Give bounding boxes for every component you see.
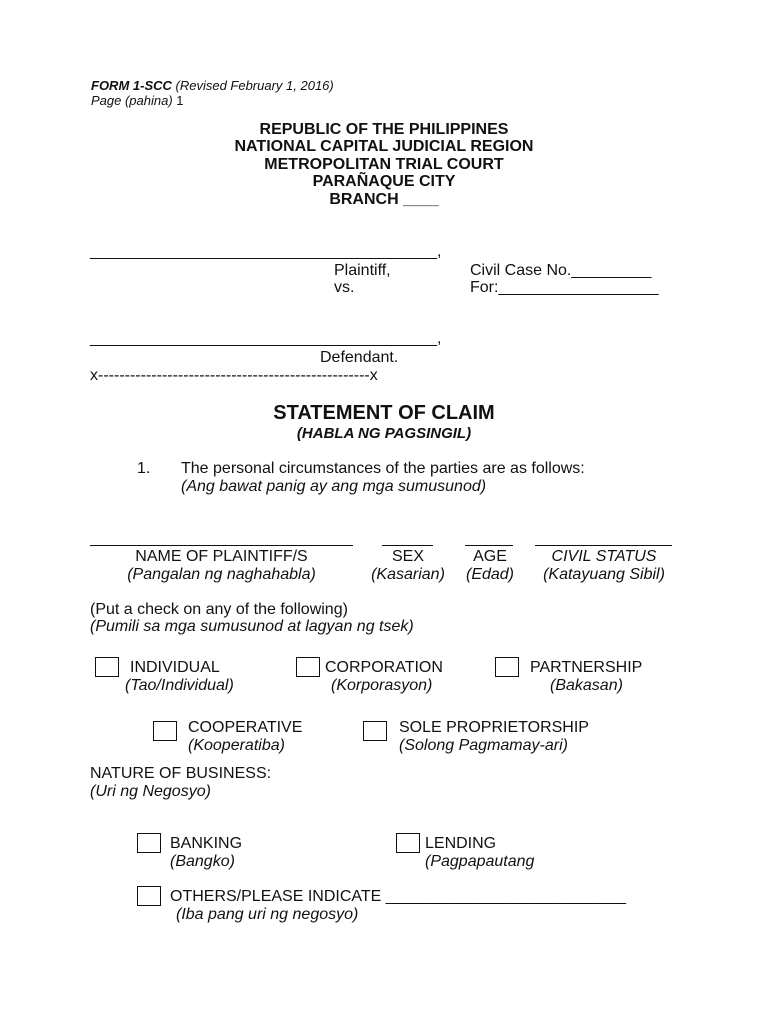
individual-label: INDIVIDUAL (130, 659, 220, 676)
page-number: 1 (172, 93, 184, 108)
form-id: FORM 1-SCC (91, 78, 172, 93)
defendant-name-blank[interactable]: _______________________________________, (90, 330, 442, 347)
item1-text: The personal circumstances of the parties are as follows: (181, 460, 585, 477)
plaintiff-label: Plaintiff, (334, 262, 391, 279)
corporation-label: CORPORATION (325, 659, 443, 676)
corporation-checkbox[interactable] (296, 657, 320, 677)
lending-checkbox[interactable] (396, 833, 420, 853)
header-court: METROPOLITAN TRIAL COURT (264, 156, 504, 173)
nature-of-business-label: NATURE OF BUSINESS: (90, 765, 272, 782)
header-republic: REPUBLIC OF THE PHILIPPINES (259, 121, 509, 138)
nature-of-business-sub: (Uri ng Negosyo) (90, 783, 211, 800)
column-age-sub: (Edad) (465, 566, 515, 583)
case-for-field[interactable]: For:__________________ (470, 279, 659, 296)
civil-case-number-field[interactable]: Civil Case No._________ (470, 262, 652, 279)
lending-sub: (Pagpapautang (425, 853, 535, 870)
caption-separator: x---------------------------------------------------x (90, 367, 378, 384)
page-number-line (91, 93, 184, 108)
column-age-label: AGE (473, 548, 507, 565)
document-subtitle: (HABLA NG PAGSINGIL) (296, 425, 472, 442)
lending-label: LENDING (425, 835, 497, 852)
banking-label: BANKING (170, 835, 243, 852)
partnership-checkbox[interactable] (495, 657, 519, 677)
cooperative-sub: (Kooperatiba) (188, 737, 285, 754)
sole-proprietorship-label: SOLE PROPRIETORSHIP (399, 719, 589, 736)
form-id-line (91, 78, 334, 93)
column-sex-label: SEX (391, 548, 424, 565)
others-label[interactable]: OTHERS/PLEASE INDICATE ___________________________ (170, 888, 627, 905)
item1-number: 1. (137, 460, 151, 477)
header-branch: BRANCH ____ (329, 191, 439, 208)
sole-proprietorship-checkbox[interactable] (363, 721, 387, 741)
column-sex-sub: (Kasarian) (371, 566, 445, 583)
header-city: PARAÑAQUE CITY (312, 173, 456, 190)
item1-text-tagalog: (Ang bawat panig ay ang mga sumusunod) (181, 478, 487, 495)
civil-status-line[interactable] (535, 545, 672, 546)
sole-proprietorship-sub: (Solong Pagmamay-ari) (399, 737, 568, 754)
individual-checkbox[interactable] (95, 657, 119, 677)
header-region: NATIONAL CAPITAL JUDICIAL REGION (234, 138, 534, 155)
check-instruction-tagalog: (Pumili sa mga sumusunod at lagyan ng tsek) (90, 618, 414, 635)
cooperative-label: COOPERATIVE (188, 719, 303, 736)
banking-sub: (Bangko) (170, 853, 235, 870)
page-label: Page (pahina) (91, 93, 173, 108)
form-revised: (Revised February 1, 2016) (171, 78, 334, 93)
plaintiff-name-blank[interactable]: _______________________________________, (90, 243, 442, 260)
defendant-label: Defendant. (320, 349, 399, 366)
column-name-label: NAME OF PLAINTIFF/S (135, 548, 308, 565)
column-civil-status-sub: (Katayuang Sibil) (543, 566, 665, 583)
plaintiff-name-line[interactable] (90, 545, 353, 546)
check-instruction: (Put a check on any of the following) (90, 601, 348, 618)
age-line[interactable] (465, 545, 513, 546)
column-civil-status-label: CIVIL STATUS (551, 548, 657, 565)
corporation-sub: (Korporasyon) (331, 677, 433, 694)
sex-line[interactable] (382, 545, 433, 546)
individual-sub: (Tao/Individual) (125, 677, 234, 694)
partnership-sub: (Bakasan) (550, 677, 623, 694)
document-title: STATEMENT OF CLAIM (273, 402, 495, 424)
partnership-label: PARTNERSHIP (530, 659, 643, 676)
others-checkbox[interactable] (137, 886, 161, 906)
others-sub: (Iba pang uri ng negosyo) (176, 906, 359, 923)
cooperative-checkbox[interactable] (153, 721, 177, 741)
banking-checkbox[interactable] (137, 833, 161, 853)
column-name-sub: (Pangalan ng naghahabla) (127, 566, 316, 583)
vs-label: vs. (334, 279, 355, 296)
